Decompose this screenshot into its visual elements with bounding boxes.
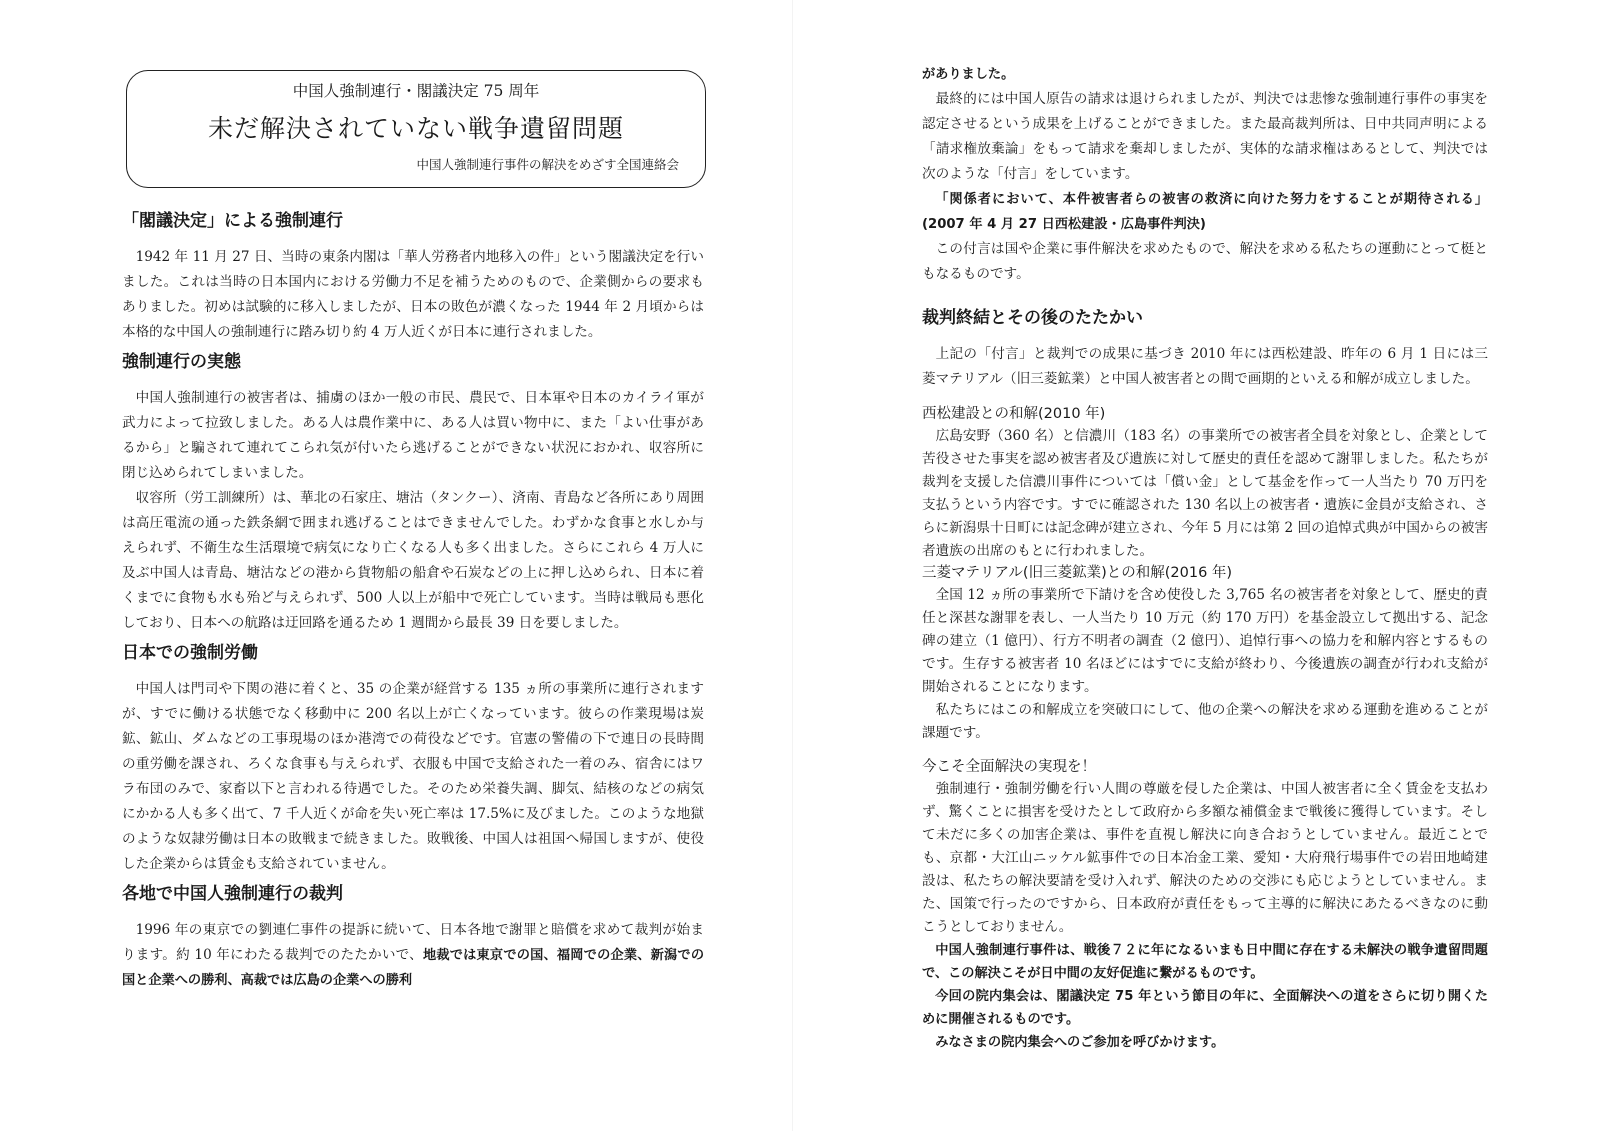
bold-paragraph: 今回の院内集会は、閣議決定 75 年という節目の年に、全面解決への道をさらに切り開くために開催されるものです。	[922, 988, 1488, 1027]
paragraph: 中国人は門司や下関の港に着くと、35 の企業が経営する 135 ヵ所の事業所に連行されますが、すでに働ける状態でなく移動中に 200 名以上が亡くなっています。彼らの作業現場は炭鉱、鉱山、ダムなどの工事現場のほか港湾での荷役などです。官憲の警備の下で連日の長時間の重労働を課され、ろくな食事も与えられず、衣服も中国で支給された一着のみ、宿舎にはワラ布団のみで、家畜以下と言われる待遇でした。そのため栄養失調、脚気、結核のなどの病気にかかる人も多く出て、7 千人近くが命を失い死亡率は 17.5%に及びました。このような地獄のような奴隷労働は日本の敗戦まで続きました。敗戦後、中国人は祖国へ帰国しますが、使役した企業からは賃金も支給されていません。	[122, 680, 704, 872]
paragraph: 強制連行・強制労働を行い人間の尊厳を侵した企業は、中国人被害者に全く賃金を支払わず、驚くことに損害を受けたとして政府から多額な補償金まで戦後に獲得しています。そして未だに多くの加害企業は、事件を直視し解決に向き合おうとしていません。最近ことでも、京都・大江山ニッケル鉱事件での日本冶金工業、愛知・大府飛行場事件での岩田地崎建設は、私たちの解決要請を受け入れず、解決のための交渉にも応じようとしていません。また、国策で行ったのですから、日本政府が責任をもって主導的に解決にあたるべきなのに動こうとしておりません。	[922, 780, 1488, 935]
continued-text: がありました。	[922, 67, 1015, 82]
right-page	[800, 0, 1600, 1131]
subheading-mitsubishi: 三菱マテリアル(旧三菱鉱業)との和解(2016 年)	[922, 564, 1233, 581]
page-divider	[792, 0, 793, 1131]
section-heading-reality: 強制連行の実態	[122, 351, 241, 372]
page-title: 未だ解決されていない戦争遺留問題	[207, 114, 624, 143]
left-page	[0, 0, 790, 1131]
paragraph: 私たちにはこの和解成立を突破口にして、他の企業への解決を求める運動を進めることが課題です。	[922, 701, 1488, 741]
paragraph: 広島安野（360 名）と信濃川（183 名）の事業所での被害者全員を対象とし、企業として苦役させた事実を認め被害者及び遺族に対して歴史的責任を認めて謝罪しました。私たちが裁判を支援した信濃川事件については「償い金」として基金を作って一人当たり 70 万円を支払うという内容です。すでに確認された 130 名以上の被害者・遺族に金員が支給され、さらに新潟県十日町には記念碑が建立され、今年 5 月には第 2 回の追悼式典が中国からの被害者遺族の出席のもとに行われました。	[922, 427, 1488, 559]
left-column	[122, 210, 704, 993]
paragraph: 収容所（労工訓練所）は、華北の石家庄、塘沽（タンクー）、済南、青島など各所にあり周囲は高圧電流の通った鉄条網で囲まれ逃げることはできませんでした。わずかな食事と水しか与えられず、不衛生な生活環境で病気になり亡くなる人も多く出ました。さらにこれら 4 万人に及ぶ中国人は青島、塘沽などの港から貨物船の船倉や石炭などの上に押し込められ、日本に着くまでに食物も水も殆ど与えられず、500 人以上が船中で死亡しています。当時は戦局も悪化しており、日本への航路は迂回路を通るため 1 週間から最長 39 日を要しました。	[122, 489, 704, 631]
paragraph: 全国 12 ヵ所の事業所で下請けを含め使役した 3,765 名の被害者を対象として、歴史的責任と深甚な謝罪を表し、一人当たり 10 万元（約 170 万円）を基金設立して拠出する、記念碑の建立（1 億円）、行方不明者の調査（2 億円）、追悼行事への協力を和解内容とするものです。生存する被害者 10 名ほどにはすでに支給が終わり、今後遺族の調査が行われ支給が開始されることになります。	[922, 586, 1488, 695]
organization-name: 中国人強制連行事件の解決をめざす全国連絡会	[416, 157, 679, 172]
subheading-nishimatsu: 西松建設との和解(2010 年)	[922, 405, 1106, 422]
paragraph-text: 1996 年の東京での劉連仁事件の提訴に続いて、日本各地で謝罪と賠償を求めて裁判が始まります。約 10 年にわたる裁判でのたたかいで、	[122, 921, 704, 963]
section-heading-trials: 各地で中国人強制連行の裁判	[122, 883, 343, 904]
title-box	[126, 70, 706, 188]
paragraph: 1942 年 11 月 27 日、当時の東条内閣は「華人労務者内地移入の件」という閣議決定を行いました。これは当時の日本国内における労働力不足を補うためのもので、企業側からの要求もありました。初めは試験的に移入しましたが、日本の敗色が濃くなった 1944 年 2 月頃からは本格的な中国人の強制連行に踏み切り約 4 万人近くが日本に連行されました。	[122, 248, 704, 340]
section-heading-cabinet-decision: 「閣議決定」による強制連行	[122, 211, 343, 231]
bold-paragraph: 中国人強制連行事件は、戦後７２に年になるいまも日中間に存在する未解決の戦争遺留問題で、この解決こそが日中間の友好促進に繋がるものです。	[922, 942, 1488, 981]
subheading-full-resolution: 今こそ全面解決の実現を！	[922, 758, 1096, 775]
call-to-action: みなさまの院内集会へのご参加を呼びかけます。	[935, 1034, 1225, 1050]
court-quote: 「関係者において、本件被害者らの被害の救済に向けた努力をすることが期待される」(2007 年 4 月 27 日西松建設・広島事件判決)	[922, 192, 1488, 232]
paragraph	[122, 918, 704, 993]
paragraph: 中国人強制連行の被害者は、捕虜のほか一般の市民、農民で、日本軍や日本のカイライ軍が武力によって拉致しました。ある人は農作業中に、ある人は買い物中に、また「よい仕事があるから」と騙されて連れてこられ気が付いたら逃げることができない状況におかれ、収容所に閉じ込められてしまいました。	[122, 389, 704, 481]
paragraph-bold-text: 地裁では東京での国、福岡での企業、新潟での国と企業への勝利、高裁では広島の企業への勝利	[122, 947, 705, 988]
section-heading-forced-labor: 日本での強制労働	[122, 642, 258, 663]
right-column	[922, 62, 1488, 1054]
header-subtitle: 中国人強制連行・閣議決定 75 周年	[292, 82, 540, 100]
paragraph: 上記の「付言」と裁判での成果に基づき 2010 年には西松建設、昨年の 6 月 1 日には三菱マテリアル（旧三菱鉱業）と中国人被害者との間で画期的といえる和解が成立しました。	[922, 345, 1488, 387]
section-heading-settlement: 裁判終結とその後のたたかい	[922, 308, 1143, 328]
paragraph: この付言は国や企業に事件解決を求めたもので、解決を求める私たちの運動にとって梃ともなるものです。	[922, 241, 1488, 282]
paragraph: 最終的には中国人原告の請求は退けられましたが、判決では悲惨な強制連行事件の事実を認定させるという成果を上げることができました。また最高裁判所は、日中共同声明による「請求権放棄論」をもって請求を棄却しましたが、実体的な請求権はあるとして、判決では次のような「付言」をしています。	[922, 91, 1488, 182]
